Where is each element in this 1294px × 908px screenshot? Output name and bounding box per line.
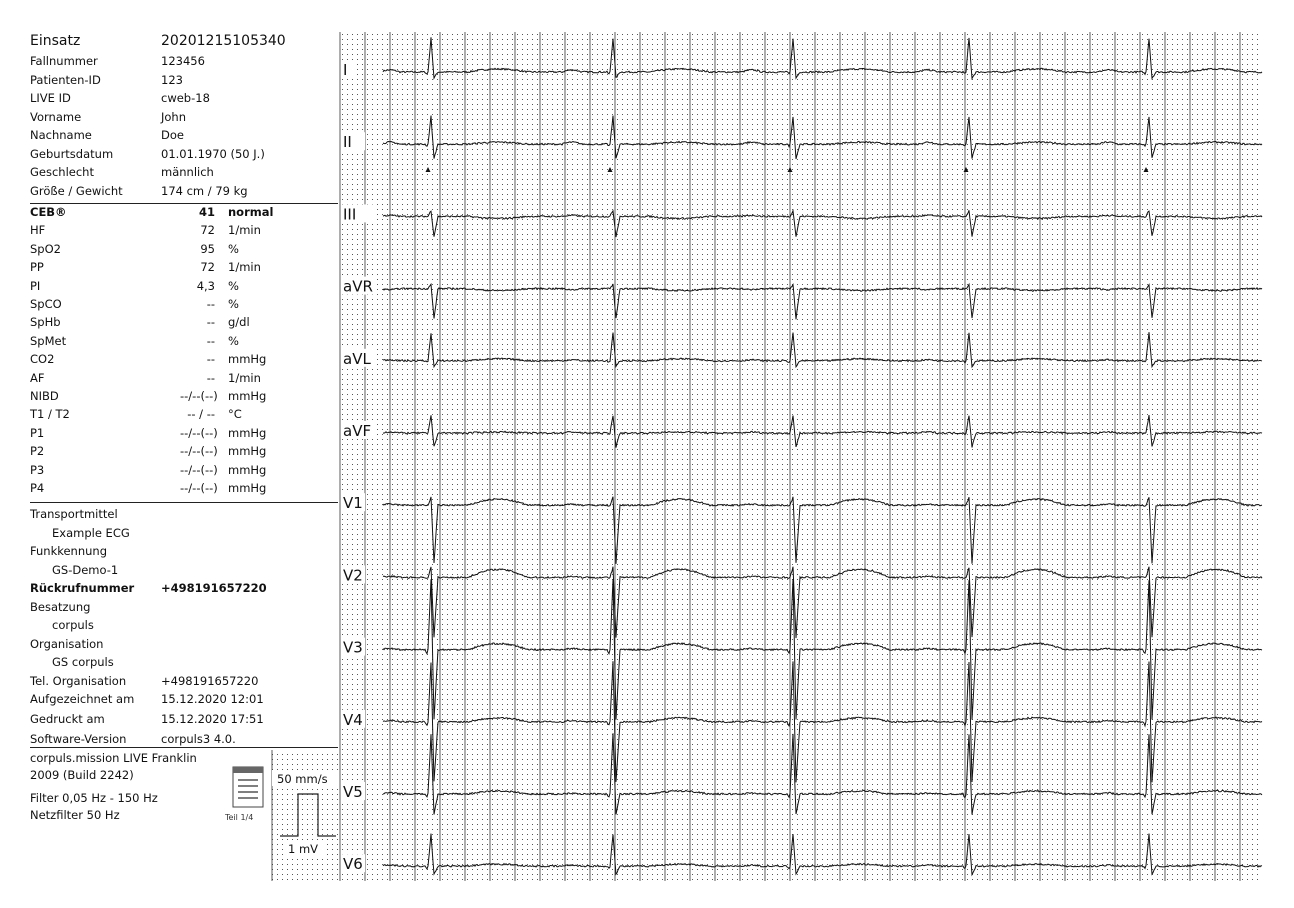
- vital-value: --/--(--): [180, 462, 218, 477]
- field-value: 123456: [161, 54, 205, 68]
- vital-unit: %: [228, 297, 239, 311]
- software-value: corpuls3 4.0.: [161, 732, 236, 746]
- vital-unit: %: [228, 241, 239, 256]
- besatzung-label: Besatzung: [30, 599, 91, 614]
- vital-row: [30, 277, 338, 295]
- field-label: LIVE ID: [30, 91, 71, 105]
- vital-row: [30, 461, 338, 479]
- field-value: 174 cm / 79 kg: [161, 183, 248, 198]
- gedruckt-value: 15.12.2020 17:51: [161, 712, 264, 726]
- vital-label: AF: [30, 370, 45, 385]
- vital-row: [30, 332, 338, 350]
- lead-label-I: I: [343, 61, 348, 79]
- vital-unit: 1/min: [228, 370, 261, 385]
- field-value: cweb-18: [161, 91, 210, 105]
- vital-label: NIBD: [30, 389, 59, 403]
- lead-label-aVR: aVR: [343, 277, 373, 296]
- vital-value: -- / --: [187, 407, 215, 422]
- field-value: John: [161, 109, 187, 124]
- funk-value-row: [30, 561, 338, 579]
- organisation-label: Organisation: [30, 636, 104, 651]
- vital-label: P1: [30, 425, 45, 440]
- patient-field: [30, 182, 338, 200]
- rueckruf-row: [30, 579, 338, 597]
- besatzung-label-row: [30, 598, 338, 616]
- patient-field: [30, 163, 338, 181]
- ceb-value: 41: [198, 205, 215, 219]
- funk-label: Funkkennung: [30, 544, 108, 558]
- vital-unit: 1/min: [228, 223, 261, 238]
- vital-row: [30, 295, 338, 313]
- ceb-row: [30, 203, 338, 221]
- vital-unit: %: [228, 333, 239, 348]
- transport-value-row: [30, 524, 338, 542]
- field-label: Vorname: [30, 109, 82, 124]
- gedruckt-label: Gedruckt am: [30, 712, 105, 726]
- vital-value: --/--(--): [180, 389, 218, 403]
- vital-unit: %: [228, 278, 239, 293]
- besatzung-value: corpuls: [52, 618, 94, 632]
- vital-value: --/--(--): [180, 481, 218, 495]
- field-label: Geschlecht: [30, 165, 94, 179]
- lead-label-aVF: aVF: [343, 422, 372, 440]
- vital-unit: mmHg: [228, 425, 267, 440]
- vital-label: P4: [30, 481, 45, 495]
- rueckruf-value: +498191657220: [161, 581, 267, 595]
- divider: [30, 502, 338, 503]
- speed-label: 50 mm/s: [277, 772, 328, 786]
- vital-row: [30, 240, 338, 258]
- vital-label: SpO2: [30, 241, 61, 256]
- field-label: Fallnummer: [30, 54, 98, 68]
- rueckruf-label: Rückrufnummer: [30, 581, 135, 595]
- field-label: Geburtsdatum: [30, 146, 114, 161]
- organisation-value-row: [30, 653, 338, 671]
- tel-row: [30, 672, 338, 690]
- field-value: männlich: [161, 165, 214, 179]
- vital-value: --: [206, 370, 215, 385]
- vital-row: [30, 405, 338, 423]
- patient-field: [30, 126, 338, 144]
- patient-field: [30, 89, 338, 107]
- vital-label: T1 / T2: [30, 407, 70, 422]
- gedruckt-row: [30, 710, 338, 728]
- device-info: [30, 750, 197, 824]
- vital-label: SpHb: [30, 315, 61, 330]
- lead-label-V5: V5: [343, 783, 363, 801]
- vital-unit: 1/min: [228, 260, 261, 275]
- product-line-1: corpuls.mission LIVE Franklin: [30, 751, 197, 765]
- lead-label-aVL: aVL: [343, 349, 371, 368]
- lead-label-II: II: [343, 133, 352, 152]
- vital-value: --: [206, 352, 215, 367]
- vital-value: --/--(--): [180, 444, 218, 459]
- lead-label-III: III: [343, 205, 357, 224]
- transport-value: Example ECG: [52, 525, 130, 540]
- besatzung-value-row: [30, 616, 338, 634]
- ecg-dot-grid: [340, 32, 1262, 881]
- funk-label-row: [30, 542, 338, 560]
- vital-unit: mmHg: [228, 444, 267, 459]
- vital-label: PP: [30, 260, 44, 275]
- tel-label: Tel. Organisation: [30, 673, 127, 688]
- field-label: Nachname: [30, 128, 92, 142]
- vital-label: P3: [30, 462, 45, 477]
- vital-unit: mmHg: [228, 481, 267, 495]
- software-label: Software-Version: [30, 732, 127, 746]
- vital-row: [30, 442, 338, 460]
- field-value: 123: [161, 72, 183, 87]
- vital-row: [30, 369, 338, 387]
- organisation-value: GS corpuls: [52, 655, 114, 669]
- patient-field: [30, 108, 338, 126]
- document-page-icon: [232, 766, 264, 810]
- calibration-label: 1 mV: [288, 842, 319, 856]
- vital-row: [30, 221, 338, 239]
- vital-label: CO2: [30, 352, 55, 367]
- einsatz-label: Einsatz: [30, 33, 81, 49]
- ceb-status: normal: [228, 205, 274, 219]
- ceb-label: CEB®: [30, 205, 67, 219]
- transport-label-row: [30, 505, 338, 523]
- vital-value: 4,3: [196, 278, 215, 293]
- vital-label: PI: [30, 278, 41, 293]
- transport-label: Transportmittel: [30, 507, 118, 521]
- vital-label: P2: [30, 444, 45, 459]
- lead-label-V1: V1: [343, 494, 363, 513]
- vital-value: --: [206, 333, 215, 348]
- software-row: [30, 730, 338, 748]
- lead-label-V2: V2: [343, 566, 363, 585]
- vital-value: --: [206, 315, 215, 330]
- patient-field: [30, 145, 338, 163]
- vital-row: [30, 350, 338, 368]
- einsatz-row: [30, 32, 338, 50]
- aufgezeichnet-value: 15.12.2020 12:01: [161, 692, 264, 706]
- aufgezeichnet-row: [30, 690, 338, 708]
- vital-label: SpMet: [30, 333, 67, 348]
- vital-row: [30, 258, 338, 276]
- product-line-2: 2009 (Build 2242): [30, 768, 134, 782]
- netzfilter-info: Netzfilter 50 Hz: [30, 808, 120, 822]
- lead-label-V6: V6: [343, 855, 363, 874]
- patient-field: [30, 52, 338, 70]
- page-indicator: Teil 1/4: [225, 813, 254, 822]
- field-value: 01.01.1970 (50 J.): [161, 146, 265, 161]
- vital-unit: mmHg: [228, 389, 267, 403]
- vital-value: 95: [200, 241, 215, 256]
- vital-label: SpCO: [30, 297, 62, 311]
- vital-row: [30, 424, 338, 442]
- field-label: Patienten-ID: [30, 72, 101, 87]
- patient-field: [30, 71, 338, 89]
- einsatz-value: 20201215105340: [161, 33, 286, 49]
- divider: [30, 747, 338, 748]
- lead-label-V3: V3: [343, 638, 363, 657]
- vital-row: [30, 313, 338, 331]
- vital-unit: mmHg: [228, 462, 267, 477]
- field-label: Größe / Gewicht: [30, 183, 123, 198]
- tel-value: +498191657220: [161, 673, 259, 688]
- lead-label-V4: V4: [343, 710, 363, 729]
- vital-label: HF: [30, 223, 46, 238]
- vital-unit: mmHg: [228, 352, 267, 367]
- vital-value: --/--(--): [180, 425, 218, 440]
- vital-row: [30, 479, 338, 497]
- organisation-label-row: [30, 635, 338, 653]
- aufgezeichnet-label: Aufgezeichnet am: [30, 692, 135, 706]
- funk-value: GS-Demo-1: [52, 562, 119, 577]
- vital-row: [30, 387, 338, 405]
- vital-unit: g/dl: [228, 315, 250, 330]
- scale-dot-grid: [272, 750, 340, 881]
- filter-info: Filter 0,05 Hz - 150 Hz: [30, 791, 158, 805]
- vital-unit: °C: [228, 407, 242, 422]
- vital-value: 72: [200, 223, 215, 238]
- vital-value: --: [206, 297, 215, 311]
- vital-value: 72: [200, 260, 215, 275]
- field-value: Doe: [161, 128, 184, 142]
